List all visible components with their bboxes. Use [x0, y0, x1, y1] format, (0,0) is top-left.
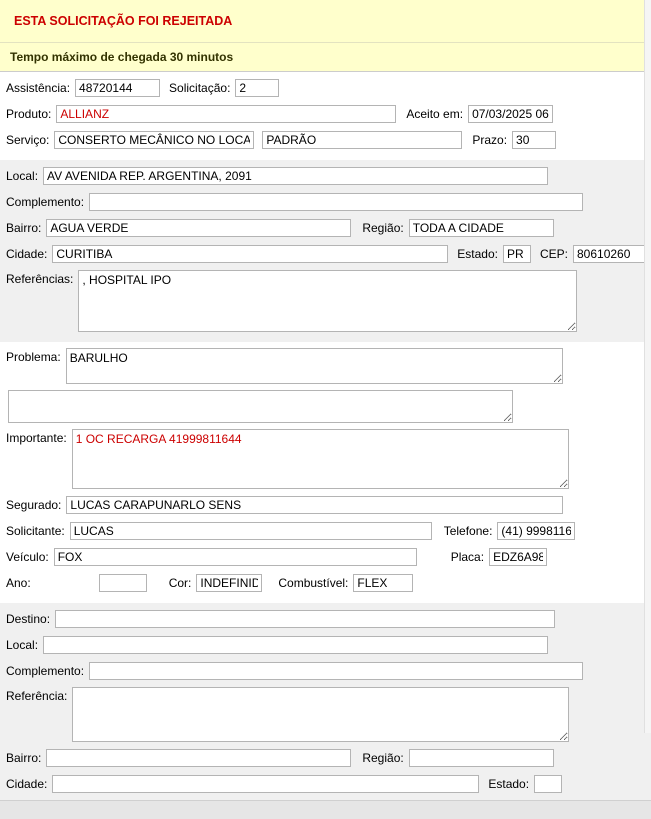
destino-regiao-input[interactable]	[409, 749, 554, 767]
request-section	[0, 72, 651, 160]
servico-row	[6, 130, 645, 150]
max-arrival-time-banner: Tempo máximo de chegada 30 minutos	[0, 43, 651, 72]
destino-bairro-input[interactable]	[46, 749, 351, 767]
telefone-input[interactable]	[497, 522, 575, 540]
destino-referencia-textarea[interactable]	[72, 687, 569, 742]
complemento-input[interactable]	[89, 193, 583, 211]
assistencia-label: Assistência:	[6, 81, 71, 95]
right-edge-gutter	[644, 0, 651, 733]
destino-bairro-regiao-row	[6, 748, 645, 768]
placa-input[interactable]	[489, 548, 547, 566]
estado-input[interactable]	[503, 245, 531, 263]
destination-section	[0, 603, 651, 800]
destino-cidade-input[interactable]	[52, 775, 479, 793]
produto-label: Produto:	[6, 107, 52, 121]
veiculo-placa-row	[6, 547, 645, 567]
destino-referencia-label: Referência:	[6, 689, 68, 703]
importante-label: Importante:	[6, 431, 67, 445]
referencias-row	[6, 270, 645, 332]
destino-label: Destino:	[6, 612, 51, 626]
bairro-input[interactable]	[46, 219, 351, 237]
telefone-label: Telefone:	[443, 524, 493, 538]
placa-label: Placa:	[450, 550, 485, 564]
rejected-banner: ESTA SOLICITAÇÃO FOI REJEITADA	[0, 0, 651, 43]
prazo-label: Prazo:	[472, 133, 508, 147]
solicitante-input[interactable]	[70, 522, 432, 540]
destino-estado-label: Estado:	[488, 777, 530, 791]
cidade-label: Cidade:	[6, 247, 48, 261]
combustivel-input[interactable]	[353, 574, 413, 592]
complemento-label: Complemento:	[6, 195, 85, 209]
problema-label: Problema:	[6, 350, 61, 364]
destino-complemento-row	[6, 661, 645, 681]
problema-extra-textarea[interactable]	[8, 390, 513, 423]
estado-label: Estado:	[457, 247, 498, 261]
ano-input[interactable]	[99, 574, 147, 592]
origin-section	[0, 160, 651, 342]
servico-label: Serviço:	[6, 133, 50, 147]
segurado-row	[6, 495, 645, 515]
regiao-input[interactable]	[409, 219, 554, 237]
aceito-em-label: Aceito em:	[406, 107, 464, 121]
cep-label: CEP:	[539, 247, 568, 261]
produto-input[interactable]	[56, 105, 396, 123]
referencias-textarea[interactable]	[78, 270, 577, 332]
solicitante-telefone-row	[6, 521, 645, 541]
aceito-em-input[interactable]	[468, 105, 553, 123]
destino-local-input[interactable]	[43, 636, 548, 654]
destino-row	[6, 609, 645, 629]
destino-regiao-label: Região:	[362, 751, 404, 765]
local-row	[6, 166, 645, 186]
destino-complemento-input[interactable]	[89, 662, 583, 680]
importante-textarea[interactable]	[72, 429, 569, 489]
destino-input[interactable]	[55, 610, 555, 628]
problem-section	[0, 342, 651, 603]
cor-label: Cor:	[168, 576, 192, 590]
local-label: Local:	[6, 169, 39, 183]
bairro-regiao-row	[6, 218, 645, 238]
importante-row	[6, 429, 645, 489]
referencias-label: Referências:	[6, 272, 74, 286]
solicitacao-input[interactable]	[235, 79, 279, 97]
destino-local-row	[6, 635, 645, 655]
solicitante-label: Solicitante:	[6, 524, 65, 538]
complemento-row	[6, 192, 645, 212]
destino-complemento-label: Complemento:	[6, 664, 85, 678]
destino-bairro-label: Bairro:	[6, 751, 42, 765]
ano-label: Ano:	[6, 576, 31, 590]
bairro-label: Bairro:	[6, 221, 42, 235]
assistencia-input[interactable]	[75, 79, 160, 97]
regiao-label: Região:	[362, 221, 404, 235]
local-input[interactable]	[43, 167, 548, 185]
segurado-input[interactable]	[66, 496, 563, 514]
problema-textarea[interactable]	[66, 348, 563, 384]
servico-tipo-input[interactable]	[262, 131, 462, 149]
cidade-input[interactable]	[52, 245, 448, 263]
produto-row	[6, 104, 645, 124]
bottom-strip	[0, 800, 651, 819]
destino-referencia-row	[6, 687, 645, 742]
destino-estado-input[interactable]	[534, 775, 562, 793]
cor-input[interactable]	[196, 574, 262, 592]
destino-cidade-label: Cidade:	[6, 777, 48, 791]
cep-input[interactable]	[573, 245, 645, 263]
cidade-estado-cep-row	[6, 244, 645, 264]
segurado-label: Segurado:	[6, 498, 62, 512]
problema-row	[6, 348, 645, 384]
problema-extra-row	[6, 390, 645, 423]
solicitacao-label: Solicitação:	[169, 81, 231, 95]
destino-cidade-estado-row	[6, 774, 645, 794]
assistencia-row	[6, 78, 645, 98]
ano-cor-combustivel-row	[6, 573, 645, 593]
destino-local-label: Local:	[6, 638, 39, 652]
veiculo-label: Veículo:	[6, 550, 49, 564]
servico-input[interactable]	[54, 131, 254, 149]
veiculo-input[interactable]	[54, 548, 417, 566]
combustivel-label: Combustível:	[278, 576, 349, 590]
prazo-input[interactable]	[512, 131, 556, 149]
